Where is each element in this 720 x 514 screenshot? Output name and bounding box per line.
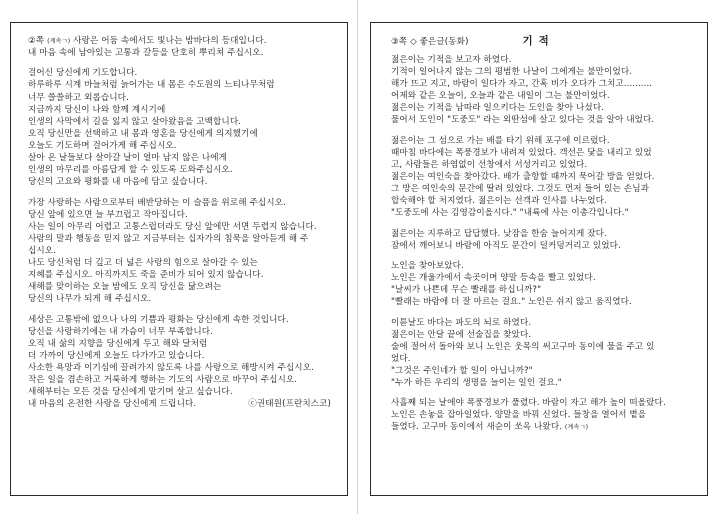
right-text-line: "도중도에 사는 김영감이올시다." "내륙에 사는 이총각입니다." — [391, 208, 629, 219]
left-text-line: 인생의 마무리를 아름답게 할 수 있도록 도와주십시오. — [28, 165, 233, 176]
left-text-line: 살아 온 날들보다 살아갈 날이 얼마 남지 않은 나에게 — [28, 153, 228, 164]
left-text-line: 당신의 고요와 평화를 내 마음에 담고 싶습니다. — [28, 177, 208, 188]
left-page-border — [10, 22, 348, 496]
right-text-line: "빨래는 바람에 더 잘 마르는 걸요." 노인은 쉬지 않고 움직였다. — [391, 297, 632, 308]
left-text-line: 걸어신 당신에게 기도합니다. — [28, 68, 138, 79]
left-text-line: 당신 앞에 있으면 늘 부끄럽고 작아집니다. — [28, 209, 188, 220]
left-page — [0, 0, 358, 514]
right-text-line: 사흘째 되는 날에야 폭풍경보가 풀렸다. 바람이 자고 해가 높이 떠올랐다. — [391, 398, 666, 409]
right-text-line: 노인은 손놓을 잡아일었다. 양말을 바꿔 신었다. 들창을 열어서 볕을 — [391, 410, 647, 421]
left-text-line: 오늘도 기도하며 걸어가게 해 주십시오. — [28, 140, 177, 151]
right-text-line: 젊은이는 기적을 보고자 하였다. — [391, 55, 512, 65]
right-text-line: 젊은이는 안달 끝에 선술집을 찾았다. — [391, 329, 532, 340]
right-text-line: 노인을 찾아보았다. — [391, 260, 464, 271]
left-text-line: 더 가까이 당신에게 오늘도 다가가고 있습니다. — [28, 350, 205, 361]
right-text-line: 해가 뜨고 지고, 바람이 일다가 자고, 간혹 비가 오다가 그치고.......... — [391, 79, 653, 90]
right-text-line: "그것은 주인네가 할 일이 아닙니까?" — [391, 365, 533, 376]
continued-note: (계속ㄱ) — [564, 424, 589, 432]
right-text-line: 젊은이는 기적을 남따라 일으키다는 도인을 찾아 나섰다. — [391, 103, 605, 114]
left-text-line: 사랑은 어둠 속에서도 빛나는 밤바다의 등대입니다. — [73, 36, 267, 46]
left-text-line: 십시오. — [28, 245, 57, 256]
left-text-line: 오직 내 삶의 지향을 당신에게 두고 해와 달처럼 — [28, 338, 208, 349]
right-text-line: 노인은 개울가에서 속곳이며 양말 등속을 빨고 있었다. — [391, 273, 596, 284]
left-text-line: 내 마음 속에 남아있는 고통과 갈등을 단호히 뿌리쳐 주십시오. — [28, 48, 264, 59]
left-text-line: 하루하루 시계 바늘처럼 늙어가는 내 몸은 수도원의 느티나무처럼 — [28, 80, 275, 91]
right-text-line: 젊은이는 그 섬으로 가는 배를 타기 위해 포구에 이르렀다. — [391, 135, 610, 146]
right-text-line: 젊은이는 지루하고 답답했다. 낮잠을 한숨 늘어지게 잤다. — [391, 228, 607, 239]
left-text-line: 작은 일을 겸손하고 거룩하게 행하는 기도의 사람으로 바꾸어 주십시오. — [28, 375, 298, 385]
right-text-line: "날씨가 나쁜데 무슨 빨래를 하십니까?" — [391, 285, 542, 296]
page-number-2: ②쪽 — [28, 36, 45, 46]
right-text-line: 그 방은 여인숙의 문간에 딸려 있었다. 그것도 먼저 들어 있는 손님과 — [391, 184, 649, 195]
right-text-line: 고, 사람들은 하염없이 선창에서 서성거리고 있었다. — [391, 159, 588, 170]
continued-note: (계속ㄱ) — [47, 38, 71, 45]
right-text-line: 어제와 같은 오늘이, 오늘과 같은 내일이 그는 불만이었다. — [391, 91, 610, 102]
right-text-line: 기적이 일어나지 않는 그의 평범한 나날이 그에게는 불만이었다. — [391, 67, 633, 78]
right-text-line: 잠에서 깨어보니 바람에 아직도 문간이 덜커덩거리고 있었다. — [391, 240, 621, 251]
left-text-line: 지금까지 당신이 나와 함께 계시기에 — [28, 104, 166, 115]
left-text-line: 새해를 맞이하는 오늘 밤에도 오직 당신을 닮으려는 — [28, 282, 222, 293]
closing-line: 내 마음의 온전한 사랑을 당신에게 드립니다. — [28, 399, 197, 410]
left-text-line: 사람의 말과 행동을 믿지 않고 지금부터는 십자가의 침묵을 알아듣게 해 주 — [28, 233, 309, 244]
right-page — [358, 0, 720, 514]
story-title: 기적 — [522, 35, 555, 47]
left-text-line: 너무 쓸쓸하고 외롭습니다. — [28, 92, 129, 103]
page-number-3: ③쪽 — [391, 37, 408, 47]
left-text-line: 가장 사랑하는 사람으로부터 배반당하는 이 슬픔을 위로해 주십시오. — [28, 197, 286, 208]
right-page-border — [370, 22, 708, 496]
right-text-line: 젊은이는 여인숙을 찾아갔다. 배가 출항할 때까지 묵어갈 방을 얻었다. — [391, 172, 655, 183]
left-text-line: 사는 일이 아무리 어렵고 고통스럽더라도 당신 앞에만 서면 두렵지 않습니다. — [28, 221, 317, 232]
right-text-line: 들였다. 고구마 동이에서 새순이 쏘옥 나왔다. — [391, 422, 563, 433]
right-header-line — [391, 35, 697, 49]
left-text-line: 당신을 사랑하기에는 내 가슴이 너무 부족합니다. — [28, 326, 214, 337]
right-text-line: 합숙해야 할 처지였다. 젊은이는 선객과 인사를 나누었다. — [391, 196, 607, 207]
right-text-line: 술에 절어서 돌아와 보니 노인은 웃목의 써고구마 동이에 물을 주고 있 — [391, 341, 655, 352]
right-text-block — [391, 35, 697, 434]
right-text-line: 이튿날도 바다는 파도의 뇌로 하였다. — [391, 317, 532, 328]
section-label: ◇ 좋은글(동화) — [410, 37, 469, 47]
author-signature: ⓒ권태원(프란치스코) — [248, 399, 331, 410]
left-text-line: 세상은 고통밖에 없으나 나의 기쁨과 평화는 당신에게 속한 것입니다. — [28, 314, 289, 325]
right-text-line: 었다. — [391, 353, 411, 364]
left-text-line: 인생의 사막에서 길을 잃지 않고 살아왔음을 고백합니다. — [28, 116, 242, 127]
left-text-line: 나도 당신처럼 더 깊고 더 넓은 사랑의 힘으로 살아갈 수 있는 — [28, 257, 258, 268]
right-text-line: "누가 하든 우리의 생명을 늘이는 일인 걸요." — [391, 378, 562, 388]
left-last-line — [28, 398, 337, 410]
left-text-line: 지혜를 주십시오. 아직까지도 죽을 준비가 되어 있지 않습니다. — [28, 270, 264, 281]
right-text-line: 때마침 바다에는 폭풍경보가 내려져 있었다. 객선은 닻을 내리고 있었 — [391, 147, 652, 158]
left-header-line — [28, 35, 337, 47]
left-text-line: 새해부터는 모든 것을 당신에게 맡기며 살고 싶습니다. — [28, 387, 233, 398]
right-last-line — [391, 421, 697, 433]
left-text-line: 사소한 욕망과 이기심에 끌려가지 않도록 나를 사랑으로 해방시켜 주십시오. — [28, 362, 314, 373]
left-text-line: 오직 당신만을 선택하고 내 몸과 영혼을 당신에게 의지했기에 — [28, 128, 258, 139]
right-text-line: 물어서 도인이 "도중도" 라는 외딴섬에 살고 있다는 것을 알아 내었다. — [391, 115, 655, 126]
left-text-line: 당신의 나무가 되게 해 주십시오. — [28, 294, 152, 305]
left-text-block — [28, 35, 337, 410]
